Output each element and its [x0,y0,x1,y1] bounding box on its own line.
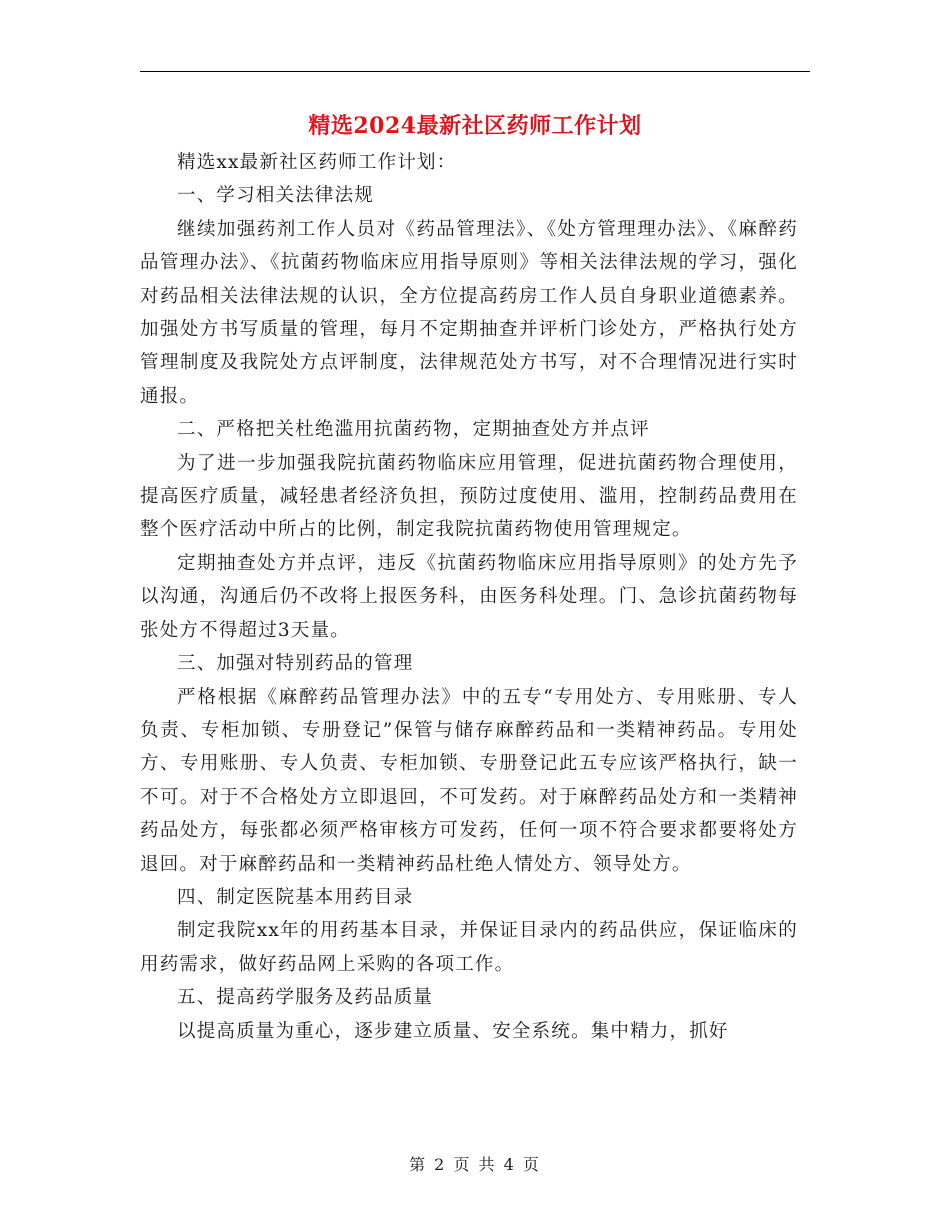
page-number: 第 2 页 共 4 页 [409,1155,541,1174]
header-rule [140,71,810,72]
section-heading-4: 四、制定医院基本用药目录 [177,886,414,908]
document-title: 精选2024最新社区药师工作计划 [308,113,642,139]
section-heading-2: 二、严格把关杜绝滥用抗菌药物，定期抽查处方并点评 [177,419,650,441]
paragraph-intro: 精选xx最新社区药师工作计划： [177,152,457,173]
section-heading-3: 三、加强对特别药品的管理 [177,653,414,675]
section-heading-1: 一、学习相关法律法规 [177,185,375,207]
paragraph: 为了进一步加强我院抗菌药物临床应用管理，促进抗菌药物合理使用，提高医疗质量，减轻患者经济负担，预防过度使用、滥用，控制药品费用在整个医疗活动中所占的比例，制定我院抗菌药物使用管理规定。 [140,452,798,541]
paragraph: 制定我院xx年的用药基本目录，并保证目录内的药品供应，保证临床的用药需求，做好药品网上采购的各项工作。 [140,920,798,975]
section-heading-5: 五、提高药学服务及药品质量 [177,987,434,1009]
paragraph: 继续加强药剂工作人员对《药品管理法》、《处方管理理办法》、《麻醉药品管理办法》、《抗菌药物临床应用指导原则》等相关法律法规的学习，强化对药品相关法律法规的认识，全方位提高药房工作人员自身职业道德素养。加强处方书写质量的管理，每月不定期抽查并评析门诊处方，严格执行处方管理制度及我院处方点评制度，法律规范处方书写，对不合理情况进行实时通报。 [140,218,798,407]
paragraph: 严格根据《麻醉药品管理办法》中的五专“专用处方、专用账册、专人负责、专柜加锁、专册登记”保管与储存麻醉药品和一类精神药品。专用处方、专用账册、专人负责、专柜加锁、专册登记此五专应该严格执行，缺一不可。对于不合格处方立即退回，不可发药。对于麻醉药品处方和一类精神药品处方，每张都必须严格审核方可发药，任何一项不符合要求都要将处方退回。对于麻醉药品和一类精神药品杜绝人情处方、领导处方。 [140,686,798,875]
paragraph: 定期抽查处方并点评，违反《抗菌药物临床应用指导原则》的处方先予以沟通，沟通后仍不改将上报医务科，由医务科处理。门、急诊抗菌药物每张处方不得超过3天量。 [140,552,798,641]
document-body [140,146,798,1048]
paragraph: 以提高质量为重心，逐步建立质量、安全系统。集中精力，抓好 [177,1020,729,1042]
